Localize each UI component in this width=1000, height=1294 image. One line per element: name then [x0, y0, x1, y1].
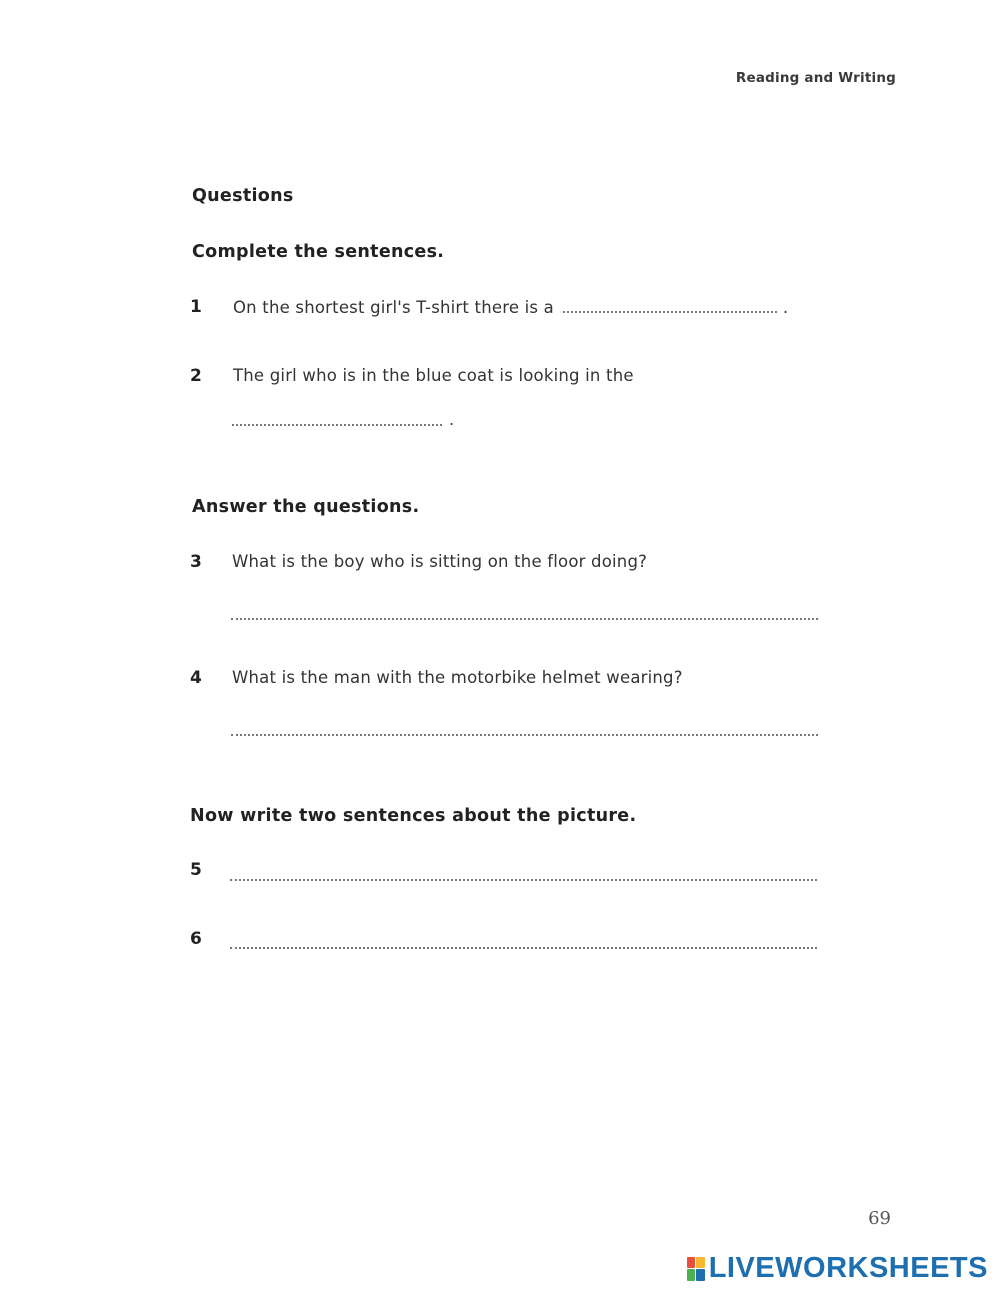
question-5-number: 5: [190, 860, 202, 880]
question-2-end: .: [449, 410, 455, 429]
logo-square: [687, 1257, 696, 1269]
brand-name: LIVEWORKSHEETS: [708, 1252, 988, 1284]
question-1-prompt: On the shortest girl's T-shirt there is a: [233, 298, 554, 317]
section-label: Reading and Writing: [735, 70, 896, 86]
logo-square: [696, 1269, 705, 1281]
question-6-number: 6: [190, 929, 202, 949]
brand-watermark[interactable]: [687, 1252, 988, 1285]
instruction-answer: Answer the questions.: [192, 497, 420, 517]
answer-field-1[interactable]: [563, 297, 777, 313]
question-1-end: .: [782, 298, 789, 317]
question-3-text: What is the boy who is sitting on the floor doing?: [232, 552, 648, 571]
instruction-complete: Complete the sentences.: [192, 242, 445, 262]
brand-logo-icon: [687, 1257, 705, 1281]
question-4-number: 4: [190, 668, 202, 688]
logo-square: [687, 1269, 696, 1281]
instruction-write: Now write two sentences about the picture.: [190, 806, 637, 826]
logo-square: [696, 1257, 705, 1269]
question-1-number: 1: [190, 297, 202, 317]
answer-field-4[interactable]: [231, 734, 818, 736]
page-number: 69: [868, 1208, 891, 1229]
question-3-number: 3: [190, 552, 202, 572]
page-title: Questions: [192, 186, 294, 206]
answer-field-6[interactable]: [230, 947, 817, 949]
answer-field-2[interactable]: [232, 424, 442, 426]
answer-field-3[interactable]: [231, 618, 818, 620]
question-2-number: 2: [190, 366, 202, 386]
question-2-text: The girl who is in the blue coat is looking in the: [233, 366, 634, 385]
question-4-text: What is the man with the motorbike helmet wearing?: [232, 668, 683, 687]
question-1-text: [233, 297, 788, 317]
answer-field-5[interactable]: [230, 879, 817, 881]
